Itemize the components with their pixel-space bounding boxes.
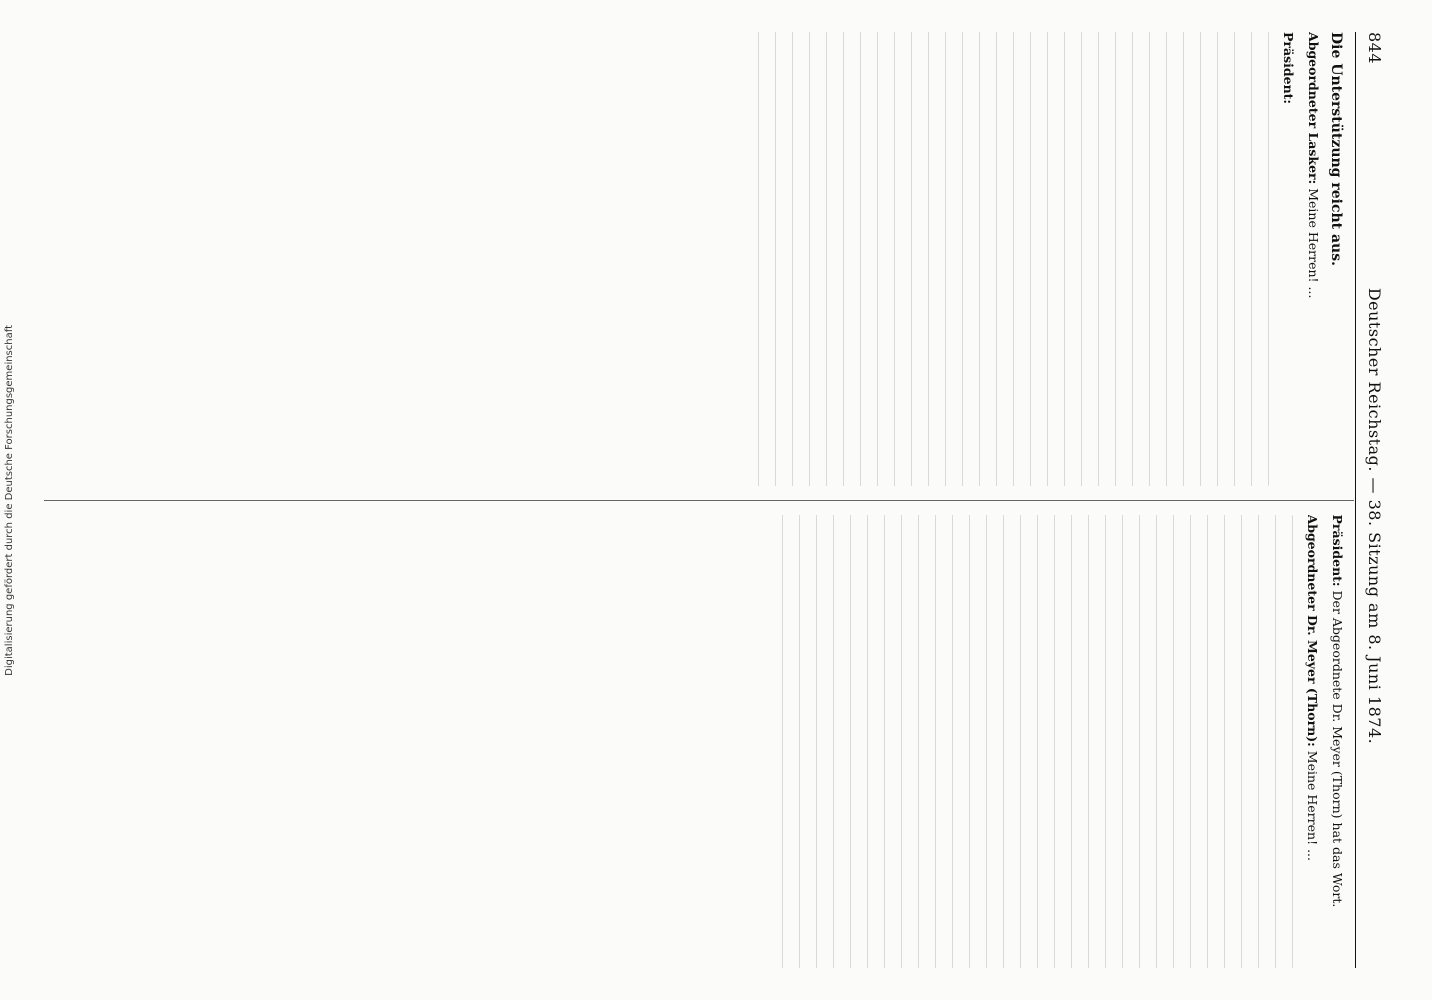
right-speaker-2: Präsident:: [1330, 514, 1345, 587]
page-header: [1355, 32, 1388, 968]
left-column: [44, 32, 1354, 486]
right-column: [44, 515, 1354, 969]
rotated-document: [26, 10, 1406, 990]
right-para-2: [1329, 515, 1346, 969]
header-title: Deutscher Reichstag. — 38. Sitzung am 8. Juni 1874.: [1365, 287, 1385, 745]
left-dense-text-block: [750, 32, 1270, 486]
page-number: 844: [1365, 32, 1385, 65]
side-credit: [0, 0, 18, 1000]
right-dense-text-block: [774, 515, 1294, 969]
two-column-layout: [44, 32, 1354, 968]
left-text-2: Meine Herren! ...: [1306, 188, 1321, 299]
column-divider: [44, 500, 1354, 501]
side-credit-text: Digitalisierung gefördert durch die Deutsche Forschungsgemeinschaft: [3, 324, 15, 676]
right-text-2: Der Abgeordnete Dr. Meyer (Thorn) hat das Wort.: [1330, 590, 1345, 908]
left-speaker-3: Präsident:: [1280, 32, 1296, 105]
right-para-3: [1304, 515, 1321, 969]
left-speaker-2: Abgeordneter Lasker:: [1306, 32, 1321, 185]
left-section-title: Die Unterstützung reicht aus.: [1328, 32, 1344, 266]
right-text-3: Meine Herren! ...: [1304, 750, 1320, 861]
right-speaker-3: Abgeordneter Dr. Meyer (Thorn):: [1304, 514, 1320, 747]
left-para-3: [1280, 32, 1297, 486]
document-sheet: [26, 10, 1406, 990]
left-para-2: [1305, 32, 1322, 486]
